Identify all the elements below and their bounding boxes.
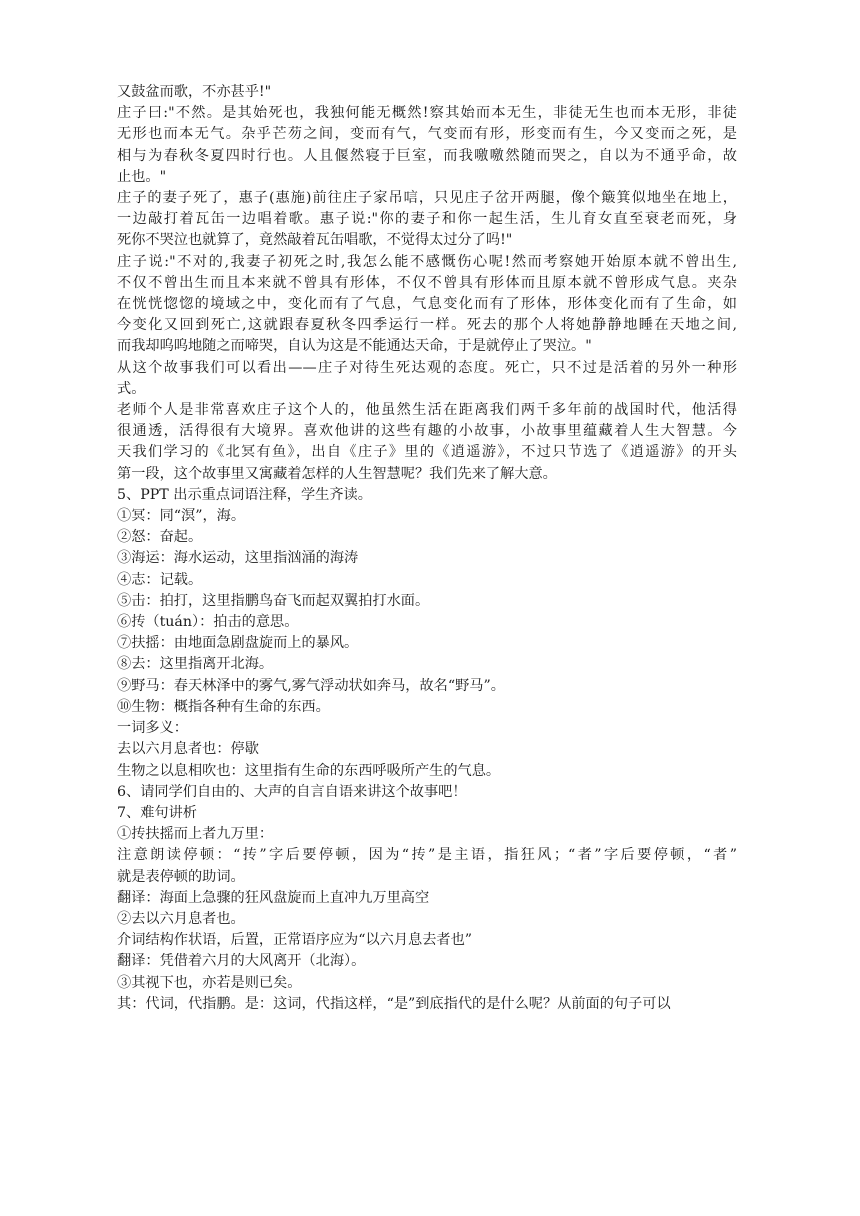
paragraph <box>117 252 737 358</box>
paragraph <box>117 973 737 994</box>
text-line: 一边敲打着瓦缶一边唱着歌。惠子说:"你的妻子和你一起生活，生儿育女直至衰老而死，身 <box>117 211 737 228</box>
text-line: ⑧去：这里指离开北海。 <box>117 656 274 673</box>
paragraph <box>117 633 737 654</box>
paragraph <box>117 761 737 782</box>
text-line: 一词多义： <box>117 720 188 737</box>
paragraph <box>117 739 737 760</box>
text-line: 又鼓盆而歌，不亦甚乎!" <box>117 84 272 100</box>
text-line: 翻译：海面上急骤的狂风盘旋而上直冲九万里高空 <box>117 889 430 906</box>
text-line: ②怒：奋起。 <box>117 529 203 546</box>
text-line: 6、请同学们自由的、大声的自言自语来讲这个故事吧！ <box>117 783 467 800</box>
text-line: ⑩生物：概指各种有生命的东西。 <box>117 698 330 715</box>
text-line: 无形也而本无气。杂乎芒芴之间，变而有气，气变而有形，形变而有生，今又变而之死，是 <box>117 126 737 143</box>
text-line: 从这个故事我们可以看出——庄子对待生死达观的态度。死亡，只不过是活着的另外一种形 <box>117 359 737 376</box>
text-line: ②去以六月息者也。 <box>117 910 245 927</box>
paragraph <box>117 82 737 103</box>
text-line: 生物之以息相吹也：这里指有生命的东西呼吸所产生的气息。 <box>117 762 501 779</box>
text-line: 在恍恍惚惚的境域之中，变化而有了气息，气息变化而有了形体，形体变化而有了生命，如 <box>117 296 737 313</box>
text-line: 不仅不曾出生而且本来就不曾具有形体，不仅不曾具有形体而且原本就不曾形成气息。夹杂 <box>117 274 737 291</box>
text-line: ①抟扶摇而上者九万里： <box>117 826 274 843</box>
paragraph <box>117 591 737 612</box>
paragraph <box>117 612 737 633</box>
paragraph <box>117 951 737 972</box>
paragraph <box>117 570 737 591</box>
text-line: 很通透，活得很有大境界。喜欢他讲的这些有趣的小故事，小故事里蕴藏着人生大智慧。今 <box>117 423 737 440</box>
text-line: ⑤击：拍打，这里指鹏鸟奋飞而起双翼拍打水面。 <box>117 592 430 609</box>
text-line: 而我却呜呜地随之而啼哭，自认为这是不能通达天命，于是就停止了哭泣。" <box>117 338 592 355</box>
paragraph <box>117 888 737 909</box>
document-page <box>117 82 737 1015</box>
paragraph <box>117 909 737 930</box>
text-line: 庄子曰:"不然。是其始死也，我独何能无概然!察其始而本无生，非徒无生也而本无形，非徒 <box>117 105 737 122</box>
paragraph <box>117 845 737 887</box>
paragraph <box>117 506 737 527</box>
text-line: 式。 <box>117 380 146 397</box>
paragraph <box>117 485 737 506</box>
text-line: 7、难句讲析 <box>117 804 197 821</box>
paragraph <box>117 994 737 1015</box>
text-line: 介词结构作状语，后置，正常语序应为“以六月息去者也” <box>117 932 473 949</box>
text-line: 庄子的妻子死了，惠子(惠施)前往庄子家吊唁，只见庄子岔开两腿，像个簸箕似地坐在地上， <box>117 190 737 207</box>
text-line: 翻译：凭借着六月的大风离开（北海）。 <box>117 953 366 970</box>
text-line: ③其视下也，亦若是则已矣。 <box>117 974 302 991</box>
text-line: 止也。" <box>117 168 167 185</box>
text-line: 庄子说:"不对的,我妻子初死之时,我怎么能不感慨伤心呢!然而考察她开始原本就不曾出生, <box>117 253 737 270</box>
text-line: 去以六月息者也：停歇 <box>117 741 259 758</box>
text-line: 天我们学习的《北冥有鱼》，出自《庄子》里的《逍遥游》，不过只节选了《逍遥游》的开头 <box>117 444 737 461</box>
text-line: ⑥抟（tuán）：拍击的意思。 <box>117 614 299 631</box>
paragraph <box>117 676 737 697</box>
text-line: 其：代词，代指鹏。是：这词，代指这样，“是”到底指代的是什么呢？从前面的句子可以 <box>117 995 671 1012</box>
text-line: ④志：记载。 <box>117 571 203 588</box>
text-line: 第一段，这个故事里又寓藏着怎样的人生智慧呢？我们先来了解大意。 <box>117 465 557 482</box>
paragraph <box>117 548 737 569</box>
text-line: 老师个人是非常喜欢庄子这个人的，他虽然生活在距离我们两千多年前的战国时代，他活得 <box>117 402 737 419</box>
text-line: 死你不哭泣也就算了，竟然敲着瓦缶唱歌，不觉得太过分了吗!" <box>117 232 513 249</box>
paragraph <box>117 697 737 718</box>
text-line: 相与为春秋冬夏四时行也。人且偃然寝于巨室，而我噭噭然随而哭之，自以为不通乎命，故 <box>117 147 737 164</box>
text-line: ①冥：同“溟”，海。 <box>117 508 246 525</box>
text-line: 今变化又回到死亡,这就跟春夏秋冬四季运行一样。死去的那个人将她静静地睡在天地之间, <box>117 317 737 334</box>
paragraph <box>117 103 737 188</box>
paragraph <box>117 718 737 739</box>
paragraph <box>117 400 737 485</box>
paragraph <box>117 654 737 675</box>
paragraph <box>117 803 737 824</box>
paragraph <box>117 824 737 845</box>
paragraph <box>117 527 737 548</box>
text-line: ③海运：海水运动，这里指汹涌的海涛 <box>117 550 359 567</box>
text-line: ⑦扶摇：由地面急剧盘旋而上的暴风。 <box>117 635 359 652</box>
text-line: 5、PPT 出示重点词语注释，学生齐读。 <box>117 486 372 503</box>
text-line: 注意朗读停顿：“抟”字后要停顿，因为“抟”是主语，指狂风；“者”字后要停顿，“者” <box>117 847 737 864</box>
paragraph <box>117 188 737 252</box>
text-line: 就是表停顿的助词。 <box>117 868 245 885</box>
text-line: ⑨野马：春天林泽中的雾气,雾气浮动状如奔马，故名“野马”。 <box>117 677 505 694</box>
paragraph <box>117 930 737 951</box>
paragraph <box>117 782 737 803</box>
paragraph <box>117 358 737 400</box>
